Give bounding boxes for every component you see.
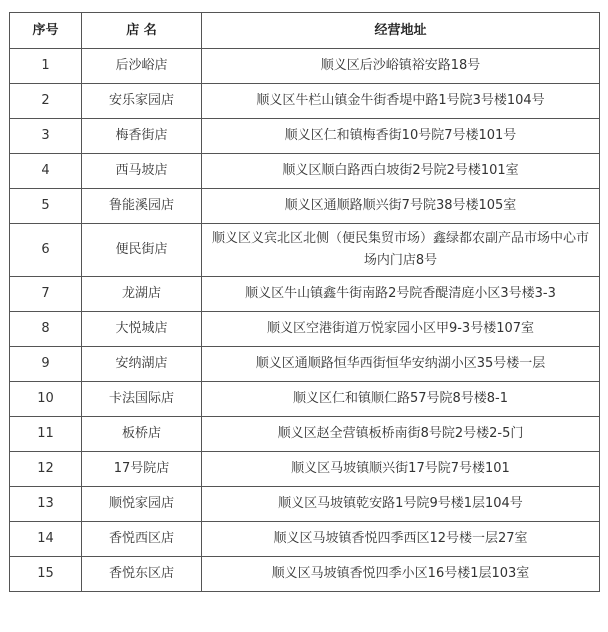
table-row xyxy=(10,557,600,592)
cell-store-name: 鲁能溪园店 xyxy=(82,189,202,224)
cell-store-name: 安纳湖店 xyxy=(82,347,202,382)
cell-serial-number: 10 xyxy=(10,382,82,417)
table-row xyxy=(10,382,600,417)
cell-address: 顺义区通顺路顺兴街7号院38号楼105室 xyxy=(202,189,600,224)
cell-serial-number: 11 xyxy=(10,417,82,452)
cell-serial-number: 14 xyxy=(10,522,82,557)
cell-address: 顺义区马坡镇乾安路1号院9号楼1层104号 xyxy=(202,487,600,522)
cell-store-name: 后沙峪店 xyxy=(82,49,202,84)
cell-address: 顺义区仁和镇梅香街10号院7号楼101号 xyxy=(202,119,600,154)
cell-serial-number: 9 xyxy=(10,347,82,382)
cell-store-name: 板桥店 xyxy=(82,417,202,452)
table-header-row xyxy=(10,13,600,49)
cell-serial-number: 7 xyxy=(10,277,82,312)
cell-store-name: 顺悦家园店 xyxy=(82,487,202,522)
header-store-name: 店 名 xyxy=(82,13,202,49)
table-row xyxy=(10,312,600,347)
cell-address: 顺义区马坡镇香悦四季小区16号楼1层103室 xyxy=(202,557,600,592)
cell-address: 顺义区马坡镇香悦四季西区12号楼一层27室 xyxy=(202,522,600,557)
cell-serial-number: 13 xyxy=(10,487,82,522)
cell-address: 顺义区仁和镇顺仁路57号院8号楼8-1 xyxy=(202,382,600,417)
cell-store-name: 梅香街店 xyxy=(82,119,202,154)
table-row xyxy=(10,189,600,224)
cell-address: 顺义区通顺路恒华西街恒华安纳湖小区35号楼一层 xyxy=(202,347,600,382)
cell-address: 顺义区空港街道万悦家园小区甲9-3号楼107室 xyxy=(202,312,600,347)
cell-address: 顺义区义宾北区北侧（便民集贸市场）鑫绿都农副产品市场中心市场内门店8号 xyxy=(202,224,600,277)
cell-store-name: 西马坡店 xyxy=(82,154,202,189)
cell-address: 顺义区顺白路西白坡街2号院2号楼101室 xyxy=(202,154,600,189)
cell-address: 顺义区牛栏山镇金牛街香堤中路1号院3号楼104号 xyxy=(202,84,600,119)
store-address-table xyxy=(9,12,600,592)
table-row xyxy=(10,49,600,84)
cell-serial-number: 5 xyxy=(10,189,82,224)
cell-store-name: 香悦西区店 xyxy=(82,522,202,557)
cell-store-name: 安乐家园店 xyxy=(82,84,202,119)
cell-store-name: 便民街店 xyxy=(82,224,202,277)
table-row xyxy=(10,224,600,277)
table-row xyxy=(10,487,600,522)
cell-store-name: 大悦城店 xyxy=(82,312,202,347)
cell-serial-number: 2 xyxy=(10,84,82,119)
cell-address: 顺义区后沙峪镇裕安路18号 xyxy=(202,49,600,84)
cell-serial-number: 4 xyxy=(10,154,82,189)
cell-serial-number: 1 xyxy=(10,49,82,84)
cell-store-name: 卡法国际店 xyxy=(82,382,202,417)
cell-store-name: 17号院店 xyxy=(82,452,202,487)
cell-store-name: 香悦东区店 xyxy=(82,557,202,592)
table-row xyxy=(10,522,600,557)
table-row xyxy=(10,277,600,312)
cell-serial-number: 3 xyxy=(10,119,82,154)
table-row xyxy=(10,154,600,189)
table-row xyxy=(10,119,600,154)
cell-address: 顺义区马坡镇顺兴街17号院7号楼101 xyxy=(202,452,600,487)
table-row xyxy=(10,417,600,452)
header-serial-number: 序号 xyxy=(10,13,82,49)
table-row xyxy=(10,347,600,382)
header-address: 经营地址 xyxy=(202,13,600,49)
table-row xyxy=(10,452,600,487)
cell-address: 顺义区牛山镇鑫牛街南路2号院香醍清庭小区3号楼3-3 xyxy=(202,277,600,312)
cell-address: 顺义区赵全营镇板桥南街8号院2号楼2-5门 xyxy=(202,417,600,452)
cell-serial-number: 8 xyxy=(10,312,82,347)
cell-serial-number: 6 xyxy=(10,224,82,277)
cell-serial-number: 12 xyxy=(10,452,82,487)
cell-store-name: 龙湖店 xyxy=(82,277,202,312)
cell-serial-number: 15 xyxy=(10,557,82,592)
table-row xyxy=(10,84,600,119)
